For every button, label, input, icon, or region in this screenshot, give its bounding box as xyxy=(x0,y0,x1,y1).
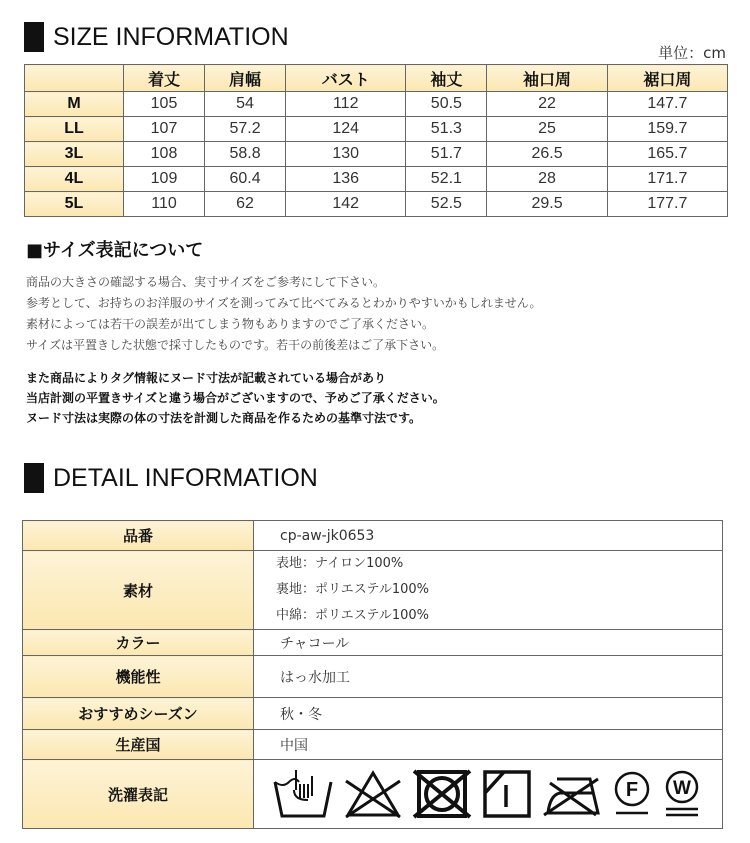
header-cell: 袖口周 xyxy=(487,65,607,92)
detail-label: 洗濯表記 xyxy=(23,760,254,829)
size-value: 105 xyxy=(124,92,205,117)
detail-section-title xyxy=(24,463,318,493)
size-value: 142 xyxy=(286,192,406,217)
size-value: 124 xyxy=(286,117,406,142)
note-line: 素材によっては若干の誤差が出てしまう物もありますのでご了承ください。 xyxy=(26,317,435,331)
svg-text:F: F xyxy=(625,779,639,801)
detail-value: 秋・冬 xyxy=(254,698,723,730)
detail-value: 中国 xyxy=(254,730,723,760)
size-label: 3L xyxy=(25,142,124,167)
no-bleach-icon xyxy=(344,769,402,819)
size-value: 52.1 xyxy=(406,167,487,192)
size-value: 165.7 xyxy=(607,142,727,167)
size-table xyxy=(24,64,728,217)
size-notes xyxy=(26,272,542,356)
size-table-header xyxy=(25,65,728,92)
size-label: 4L xyxy=(25,167,124,192)
size-row xyxy=(25,142,728,167)
size-value: 136 xyxy=(286,167,406,192)
note-line: ヌード寸法は実際の体の寸法を計測した商品を作るための基準寸法です。 xyxy=(26,411,422,425)
size-value: 171.7 xyxy=(607,167,727,192)
detail-table xyxy=(22,520,723,829)
size-value: 25 xyxy=(487,117,607,142)
size-label: LL xyxy=(25,117,124,142)
no-iron-icon xyxy=(542,769,602,819)
size-notes-bold xyxy=(26,368,445,428)
material-values xyxy=(254,551,723,630)
detail-row xyxy=(23,698,723,730)
material-line: 表地：ナイロン100% xyxy=(276,556,404,571)
detail-row xyxy=(23,656,723,698)
detail-row xyxy=(23,551,723,630)
detail-value: チャコール xyxy=(254,630,723,656)
header-cell: バスト xyxy=(286,65,406,92)
svg-text:W: W xyxy=(673,778,691,799)
size-value: 177.7 xyxy=(607,192,727,217)
size-value: 112 xyxy=(286,92,406,117)
size-value: 60.4 xyxy=(205,167,286,192)
size-label: M xyxy=(25,92,124,117)
detail-row xyxy=(23,630,723,656)
size-value: 26.5 xyxy=(487,142,607,167)
size-row xyxy=(25,192,728,217)
note-line: 参考として、お持ちのお洋服のサイズを測ってみて比べてみるとわかりやすいかもしれません。 xyxy=(26,296,542,310)
size-value: 52.5 xyxy=(406,192,487,217)
size-row xyxy=(25,92,728,117)
detail-value: はっ水加工 xyxy=(254,656,723,698)
note-line: サイズは平置きした状態で採寸したものです。若干の前後差はご了承下さい。 xyxy=(26,338,445,352)
detail-row xyxy=(23,760,723,829)
size-section-title xyxy=(24,22,289,52)
corner-cell xyxy=(25,65,124,92)
size-row xyxy=(25,167,728,192)
size-label: 5L xyxy=(25,192,124,217)
header-cell: 肩幅 xyxy=(205,65,286,92)
size-value: 58.8 xyxy=(205,142,286,167)
detail-label: 機能性 xyxy=(23,656,254,698)
size-value: 50.5 xyxy=(406,92,487,117)
size-value: 22 xyxy=(487,92,607,117)
size-value: 108 xyxy=(124,142,205,167)
material-line: 中綿：ポリエステル100% xyxy=(276,608,429,623)
detail-label: 生産国 xyxy=(23,730,254,760)
no-tumble-dry-icon xyxy=(412,769,472,819)
size-value: 57.2 xyxy=(205,117,286,142)
detail-row xyxy=(23,521,723,551)
unit-label: 単位：cm xyxy=(658,44,726,62)
dry-clean-f-icon xyxy=(612,769,652,819)
title-bar xyxy=(24,463,44,493)
size-value: 159.7 xyxy=(607,117,727,142)
detail-label: おすすめシーズン xyxy=(23,698,254,730)
size-value: 51.7 xyxy=(406,142,487,167)
size-value: 62 xyxy=(205,192,286,217)
detail-label: 素材 xyxy=(23,551,254,630)
size-value: 28 xyxy=(487,167,607,192)
material-line: 裏地：ポリエステル100% xyxy=(276,582,429,597)
note-line: また商品によりタグ情報にヌード寸法が記載されている場合があり xyxy=(26,371,387,385)
size-value: 109 xyxy=(124,167,205,192)
title-bar xyxy=(24,22,44,52)
size-value: 147.7 xyxy=(607,92,727,117)
hand-wash-icon xyxy=(272,766,334,822)
care-icons xyxy=(254,760,723,829)
drip-dry-shade-icon xyxy=(482,769,532,819)
size-row xyxy=(25,117,728,142)
detail-label: 品番 xyxy=(23,521,254,551)
detail-title-text: DETAIL INFORMATION xyxy=(53,463,318,492)
detail-row xyxy=(23,730,723,760)
header-cell: 着丈 xyxy=(124,65,205,92)
size-value: 54 xyxy=(205,92,286,117)
note-line: 当店計測の平置きサイズと違う場合がございますので、予めご了承ください。 xyxy=(26,391,445,405)
size-value: 29.5 xyxy=(487,192,607,217)
size-value: 110 xyxy=(124,192,205,217)
detail-value: cp-aw-jk0653 xyxy=(254,521,723,551)
size-title-text: SIZE INFORMATION xyxy=(53,22,289,51)
wet-clean-w-icon xyxy=(662,769,702,819)
size-notes-title: ■サイズ表記について xyxy=(26,240,204,261)
size-value: 107 xyxy=(124,117,205,142)
detail-label: カラー xyxy=(23,630,254,656)
size-value: 130 xyxy=(286,142,406,167)
note-line: 商品の大きさの確認する場合、実寸サイズをご参考にして下さい。 xyxy=(26,275,386,289)
header-cell: 裾口周 xyxy=(607,65,727,92)
header-cell: 袖丈 xyxy=(406,65,487,92)
size-value: 51.3 xyxy=(406,117,487,142)
